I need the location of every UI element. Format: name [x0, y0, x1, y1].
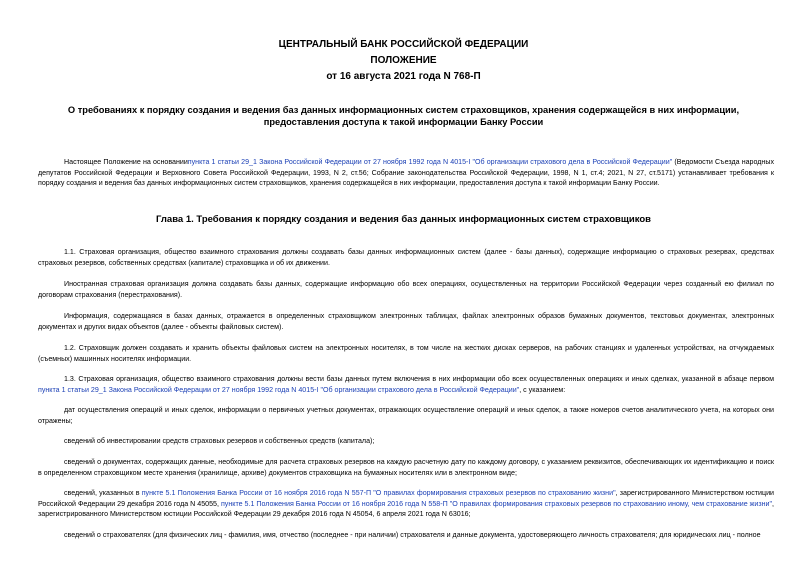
paragraph-operation-dates: дат осуществления операций и иных сделок, информации о первичных учетных документах, отражающих осуществление операций и иных сделок, а также номеров счетов аналитического учета, на которых они отражены;	[38, 406, 774, 425]
paragraph-1-3	[38, 374, 774, 395]
issuer-heading: ЦЕНТРАЛЬНЫЙ БАНК РОССИЙСКОЙ ФЕДЕРАЦИИ	[278, 39, 529, 50]
document-type-heading: ПОЛОЖЕНИЕ	[370, 55, 437, 66]
law-link[interactable]: пункта 1 статьи 29_1 Закона Российской Федерации от 27 ноября 1992 года N 4015-I "Об организации страхового дела в Российской Федерации"	[187, 158, 673, 166]
document-date-number: от 16 августа 2021 года N 768-П	[326, 71, 481, 82]
paragraph-policyholders: сведений о страхователях (для физических лиц - фамилия, имя, отчество (последнее - при наличии) страхователя и данные документа, удостоверяющего личность страхователя; для юридических лиц - полное	[64, 531, 761, 539]
chapter-1-title: Глава 1. Требования к порядку создания и ведения баз данных информационных систем страховщиков	[155, 214, 652, 225]
intro-text-start: Настоящее Положение на основании	[64, 158, 188, 166]
paragraph-reserve-documents: сведений о документах, содержащих данные, необходимые для расчета страховых резервов на каждую расчетную дату по каждому договору, с указанием реквизитов, обеспечивающих их идентификацию и поиск в определенном страховщиком месте хранения (хранилище, архиве) документов страховщика на бумажных носителях или в электронном виде;	[38, 458, 774, 477]
paragraph-investments: сведений об инвестировании средств страховых резервов и собственных средств (капитала);	[64, 437, 375, 445]
paragraph-info-objects: Информация, содержащаяся в базах данных, отражается в определенных страховщиком электронных таблицах, файлах электронных образов бумажных документов, текстовых документах, электронных документах и других видах объектов (далее - объекты файловых систем).	[38, 312, 774, 331]
paragraph-1-3-text-end: , с указанием:	[519, 385, 566, 394]
document-title: О требованиях к порядку создания и ведения баз данных информационных систем страховщиков, хранения содержащейся в них информации, предоставления доступа к такой информации Банку России	[67, 105, 740, 127]
paragraph-1-3-text-start: 1.3. Страховая организация, общество взаимного страхования должны вести базы данных путем включения в них информации обо всех осуществленных операциях и иных сделках, указанной в абзаце первом	[64, 375, 774, 383]
intro-text-end: (Ведомости Съезда народных депутатов Российской Федерации и Верховного Совета Российской Федерации, 1993, N 2, ст.56; Собрание законодательства Российской Федерации, 1998, N 1, ст.4; 2021, N 27, ст.5171) устанавливает требования к порядку создания и ведения баз данных информационных систем страховщиков, хранения содержащейся в них информации, предоставления доступа к такой информации Банку России.	[38, 158, 774, 188]
regulation-558-link[interactable]: пункте 5.1 Положения Банка России от 16 ноября 2016 года N 558-П "О правилах формирования страховых резервов по страхованию иному, чем страхование жизни"	[220, 499, 773, 508]
specified-info-text-end: , зарегистрированного Министерством юстиции Российской Федерации 29 декабря 2016 года N 45054, 6 апреля 2021 года N 63016;	[38, 499, 774, 519]
paragraph-1-1: 1.1. Страховая организация, общество взаимного страхования должны создавать базы данных информационных систем (далее - базы данных), содержащие информацию о страховых резервах, средствах страховых резервов, собственных средствах (капитале) страховщика и об их движении.	[38, 248, 774, 267]
paragraph-1-2: 1.2. Страховщик должен создавать и хранить объекты файловых систем на электронных носителях, в том числе на жестких дисках серверов, на рабочих станциях и удаленных устройствах, на отчуждаемых (съемных) машинных носителях информации.	[38, 344, 774, 363]
regulation-557-link[interactable]: пункте 5.1 Положения Банка России от 16 ноября 2016 года N 557-П "О правилах формирования страховых резервов по страхованию жизни"	[141, 489, 616, 497]
intro-paragraph	[38, 157, 774, 189]
law-link-2[interactable]: пункта 1 статьи 29_1 Закона Российской Федерации от 27 ноября 1992 года N 4015-I "Об организации страхового дела в Российской Федерации"	[38, 385, 520, 394]
specified-info-text-middle: , зарегистрированного Министерством юстиции Российской Федерации 29 декабря 2016 года N 45055,	[38, 489, 774, 508]
paragraph-specified-info	[38, 488, 774, 520]
specified-info-text-start: сведений, указанных в	[64, 489, 142, 497]
paragraph-foreign-insurer: Иностранная страховая организация должна создавать базы данных, содержащие информацию обо всех операциях, осуществленных на территории Российской Федерации через созданный ею филиал по договорам страхования (перестрахования).	[38, 280, 774, 299]
